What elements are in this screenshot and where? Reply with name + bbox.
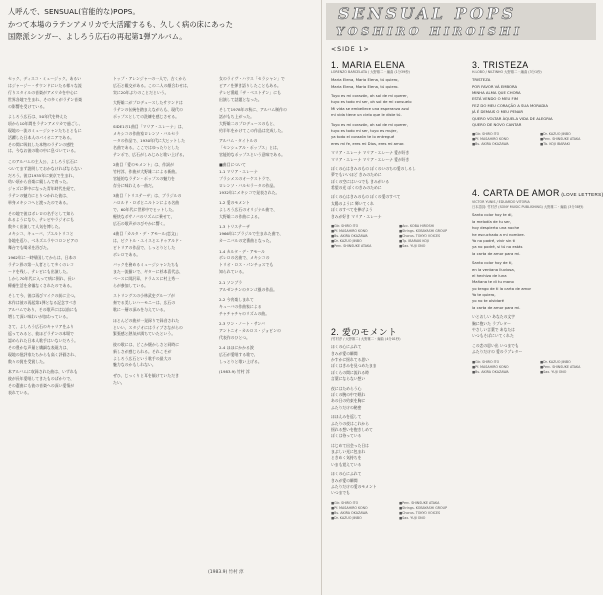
- essay-line: ストリングスの小林武史グループが: [113, 293, 175, 299]
- personnel-entry: ■Bs. AKIRA OKAZAWA: [331, 234, 368, 239]
- essay-line: ■曲目について: [219, 162, 246, 168]
- lyric-line: Santo color hoy de ti,: [472, 260, 513, 266]
- essay-line: カーニバルの定番曲となった。: [219, 238, 274, 244]
- lyric-line: ya no podré, si tú no estás: [472, 244, 523, 250]
- essay-line: 広石と親交がある。この二人の顔合わせは、: [113, 82, 191, 88]
- essay-line: そして1978年の秋に、アルバム制作の: [219, 107, 287, 113]
- lyric-line: 太陽のように 輝いてくれ: [331, 200, 374, 206]
- essay-line: その豊かな声量と繊細な表現力は、: [8, 345, 71, 351]
- headline-line-1: 人呼んで、SENSUAL(官能的な)POPS。: [8, 7, 140, 16]
- essay-line: 表れている。: [8, 389, 32, 395]
- essay-line: ベースに岡沢章、ドラムスに村上秀一: [113, 276, 179, 282]
- essay-line: メキシコ、キューバ、プエルトリコと: [8, 231, 74, 237]
- essay-line: ロレンソ・バルセラータの作品。: [219, 182, 278, 188]
- song-credits: 日本語詞: 竹村淳 (SONY MUSIC PUBLISHING) 大野雄二・編曲 (3分38秒): [472, 205, 584, 210]
- song-maria-elena: [331, 60, 467, 249]
- essay-line: 彼の歌には、どこか懐かしさと同時に: [113, 341, 180, 347]
- lyric-line: ぼくは待っている: [331, 433, 362, 439]
- lyric-line: yo no te olvidaré: [472, 298, 504, 304]
- lyric-line: きみが好き マリア・エレーナ: [331, 213, 382, 219]
- lyric-line: POR FAVOR VÁ EMBORA: [472, 83, 518, 89]
- essay-line: で、60年代に世界中でヒットした。: [113, 207, 177, 213]
- personnel-entry: ■Dr. KAZUO JINBO: [540, 132, 571, 137]
- essay-line: 1-1 マリア・エレーナ: [219, 169, 258, 175]
- personnel-entry: ■Acc. KOBA HIROSHI: [399, 224, 435, 229]
- essay-line: 歌に一層の深みを与えている。: [113, 307, 168, 313]
- essay-line: ボレロである。: [113, 251, 141, 257]
- essay-line: セック、ディスコ・ミュージック。あるい: [8, 76, 82, 81]
- essay-line: 2曲目「愛のモメント」は、作詞が: [113, 162, 174, 168]
- essay-line: 約半年をかけてこの作品は完成した。: [219, 127, 286, 133]
- personnel-entry: ■Perc. SHINSUKE ATAKA: [331, 244, 372, 249]
- essay-line: 行りスタイルの音楽がアメリカを中心に: [8, 89, 78, 95]
- essay-line: しっとりと歌い上げる。: [219, 359, 262, 365]
- personnel-entry: ■Sax. YUJI ONO: [399, 244, 426, 249]
- lyric-line: あの日の約束を胸に: [331, 398, 366, 404]
- essay-line: ボレロの名曲で、メキシコの: [219, 255, 270, 261]
- essay-line: その地で彼はボレロの名手として知ら: [8, 210, 75, 216]
- essay-signature: (1983.9) 竹村 淳: [208, 570, 244, 575]
- lyric-line: ぼくのすべてを捧げよう: [331, 207, 373, 213]
- song-credits: LORENZO BARCELATA / 大野雄二・編曲 (1分39秒): [331, 70, 410, 74]
- lyric-line: la melodía de tu ser,: [472, 218, 512, 224]
- essay-line: 増して深い味わいが加わっている。: [8, 314, 71, 319]
- essay-line: また一流揃いで、ギターに杉本喜代志、: [113, 269, 183, 275]
- essay-line: 1932年にメキシコで発表された。: [219, 189, 280, 195]
- lyric-line: ふたりだけの愛のモメント: [331, 484, 377, 490]
- lyric-line: ふたりだけの秘密: [331, 404, 362, 410]
- essay-line: アルゼンチンのタンゴ風の作品。: [219, 286, 278, 292]
- essay-line: 数多く出演して人気を博した。: [8, 224, 63, 230]
- essay-line: 2-4 ほほにかかる涙: [219, 345, 254, 351]
- essay-line: 返ってみると、彼ほどラテンの本場で: [8, 331, 74, 337]
- essay-line: 各地を巡り、ベネズエラやコロンビアの: [8, 238, 79, 244]
- column-divider: [321, 0, 322, 595]
- essay-line: よしろう広石は、50年代を終えた: [8, 113, 68, 119]
- essay-line: メキシコの作曲家ロレンソ・バルセラ: [113, 131, 180, 137]
- lyric-line: ふたりだけの 愛のラブレター: [472, 349, 523, 355]
- lyric-line: ぼくの腕の中で眠れ: [331, 391, 366, 397]
- essay-line: (1983.9) 竹村 淳: [219, 369, 250, 375]
- lyric-line: 希望の光 ぼくのきみのために: [331, 185, 382, 191]
- lyric-line: まぶしい光に包まれ: [331, 449, 366, 455]
- essay-line: 広石が愛唱する歌で、: [219, 352, 258, 358]
- lyric-line: ぼくの空にはいつでも きみがいる: [331, 178, 390, 184]
- song-personnel: [472, 132, 602, 147]
- song-subtitle: (LOVE LETTERS): [559, 192, 603, 197]
- essay-line: ラテン界の第一人者として多くのレコ: [8, 262, 74, 268]
- essay-line: その選曲にも彼の音楽への深い愛情が: [8, 383, 75, 389]
- lyric-line: Yo no podré, vivir sin ti: [472, 237, 516, 243]
- essay-line: ハロルド・ロボとニルトンによる名曲: [113, 200, 180, 206]
- song-lyrics: [472, 212, 596, 355]
- lyric-line: はじめて出会った日は: [331, 442, 369, 448]
- essay-line: 活躍した日本人のパイオニアである。: [8, 134, 74, 140]
- essay-column-1: [8, 76, 101, 397]
- essay-line: 奏でる美しいハーモニーは、広石の: [113, 300, 176, 306]
- lyric-line: Tuyo es mi corazón, oh sol de mi querer,: [331, 92, 408, 98]
- essay-line: 大野雄二の作曲による。: [219, 214, 262, 220]
- lyric-line: el hechizo de luna: [472, 272, 507, 278]
- song-lyrics: [331, 77, 467, 220]
- lyric-line: ほほえみを返して: [331, 414, 362, 420]
- personnel-entry: ■Pf. MASAHIRO KONO: [331, 505, 368, 510]
- essay-line: ビトリアの作品で、しっとりとした: [113, 245, 176, 251]
- essay-line: 名曲である。ここではゆったりとした: [113, 145, 180, 151]
- song-credits: H.LOBO / NILTINHO 大野雄二・編曲 (3分1秒): [472, 70, 542, 74]
- lyric-line: ほくの心にふれて: [331, 471, 362, 477]
- essay-line: 女のライヴ・ハウス「セラシャン」で: [219, 76, 285, 81]
- song-title: 3. TRISTEZA: [472, 60, 529, 70]
- title-banner: [326, 3, 596, 40]
- lyric-line: やさしい言葉で あなたは: [472, 327, 515, 333]
- essay-line: 3曲目「トリステーザ」は、ブラジルの: [113, 193, 182, 199]
- essay-line: 実に20年ぶりのことだという。: [113, 89, 169, 95]
- essay-line: 4曲目「カルタ・デ・アモール(恋文)」: [113, 231, 181, 237]
- essay-line: このアルバムの主人公、よしろう広石に: [8, 158, 78, 164]
- personnel-entry: ■Gtr. SHIRO ITO: [331, 500, 359, 505]
- lyric-line: Mañana te di tu mano: [472, 279, 514, 285]
- essay-line: チャチャチャのリズムの曲。: [219, 310, 270, 316]
- lyric-line: en la ventana lluviosa,: [472, 266, 515, 272]
- essay-line: 大野雄二のプロデュースのもと、: [219, 120, 278, 126]
- personnel-entry: ■Pf. MASAHIRO KONO: [331, 229, 368, 234]
- personnel-entry: ■Bs. AKIRA OKAZAWA: [472, 369, 509, 374]
- lyric-line: Maria Elena, Maria Elena, tú quiero,: [331, 77, 399, 83]
- essay-line: 現地の一流のミュージシャンたちとともに: [8, 127, 82, 133]
- lyric-line: tuyo es todo mi ser, oh sol de mi consuelo: [331, 99, 412, 105]
- essay-line: しかし70年代に入って病に倒れ、長い: [8, 276, 76, 282]
- essay-line: らが参加している。: [113, 283, 149, 289]
- lyric-line: 胸に抱いた ラブレター: [472, 320, 511, 326]
- personnel-entry: ■Sax. YUJI ONO: [540, 369, 567, 374]
- personnel-entry: ■Pf. MASAHIRO KONO: [472, 137, 509, 142]
- lyric-line: ときめく気持ちを: [331, 455, 362, 461]
- essay-column-3: [219, 76, 315, 376]
- essay-line: ラテンの魅力にとりつかれた彼は、: [8, 193, 71, 199]
- lyric-line: la carta de amor para mi.: [472, 304, 521, 310]
- song-title: 2. 愛のモメント: [331, 327, 398, 337]
- song-ai-no-moment: [331, 327, 467, 521]
- lyric-line: 言葉にならない想い: [331, 376, 366, 382]
- lyric-line: いとおしい あなたの文字: [472, 314, 515, 320]
- essay-line: の影響を受けている。: [8, 103, 47, 109]
- song-carta-de-amor: [472, 188, 603, 375]
- essay-line: 官能的なポップスという意味である。: [219, 151, 285, 157]
- lyric-line: Mi vida se embellece una esperanza azul: [331, 105, 410, 111]
- essay-line: アントニオ・カルロス・ジョビンの: [219, 328, 281, 333]
- song-personnel: [331, 224, 461, 249]
- lyric-line: この恋の思い出 いつまでも: [472, 342, 519, 348]
- essay-line: ラテンの伝統を踏まえながらも、現代の: [113, 107, 183, 113]
- lyric-line: TRISTEZA: [472, 77, 491, 83]
- lyric-line: FEZ DO MEU CORAÇÃO A SUA MORADIA: [472, 102, 548, 108]
- lyric-line: ほくの心にふれて: [331, 344, 362, 350]
- essay-line: 2-1 ソンブラ: [219, 279, 243, 285]
- essay-line: はジャージー・サウンドにいたる様々な流: [8, 82, 82, 88]
- essay-line: だろう。彼は1935年に東京で生まれ、: [8, 172, 77, 178]
- essay-line: そして今、彼は再びマイクの前に立つ。: [8, 293, 78, 299]
- essay-line: 軽快なボサノバのリズムに乗せて、: [113, 214, 175, 220]
- lyric-line: ふたりの夜はこれから: [331, 420, 369, 426]
- essay-line: 出演して話題となった。: [219, 96, 262, 102]
- lyric-line: 揺れる想いを抱きしめて: [331, 426, 373, 432]
- essay-line: は、ビクトル・ユイスとエドゥアルド・: [113, 238, 183, 244]
- personnel-entry: ■Strings. KOBAYASHI GROUP: [399, 505, 448, 510]
- personnel-entry: ■Tp. IBARAKI KOJI: [399, 239, 429, 244]
- personnel-entry: ■Gtr. SHIRO ITO: [331, 224, 359, 229]
- essay-line: さて、よしろう広石のキャリアをふり: [8, 324, 75, 330]
- lyric-line: ぼくはきみを見つめたまま: [331, 363, 377, 369]
- essay-line: 魅力なのかもしれない。: [113, 362, 156, 368]
- essay-line: ほとんどの曲が一発録りで録音された: [113, 317, 180, 323]
- lyric-line: ぼくの心はきみのもの ぼくの愛のすべて: [331, 194, 401, 200]
- essay-line: 緊張感と熱気が満ちていたという。: [113, 331, 176, 337]
- essay-line: テレビ番組「ザ・ベストテン」にも: [219, 89, 281, 95]
- lyric-line: QUERO DE NOVO CANTAR: [472, 121, 522, 127]
- essay-line: 1-4 カルタ・デ・アモール: [219, 248, 265, 254]
- essay-line: 竹村淳、作曲が大野雄二による新曲。: [113, 169, 180, 175]
- personnel-entry: ■Gtr. SHIRO ITO: [472, 132, 500, 137]
- headline: [8, 6, 233, 44]
- essay-line: ータの作品で、1930年代に大ヒットした: [113, 138, 185, 144]
- lyric-line: tuyo es todo mi ser, tuyo es mujer,: [331, 127, 398, 133]
- essay-line: 2-3 ワン・ノート・サンバ: [219, 321, 265, 327]
- personnel-entry: ■Dr. KAZUO JINBO: [331, 515, 362, 520]
- personnel-entry: ■Dr. KAZUO JINBO: [540, 359, 571, 364]
- essay-line: 代表作のひとつ。: [219, 334, 250, 340]
- lyric-line: ぼくらの間に流れる時: [331, 369, 369, 375]
- personnel-entry: ■Sax. YUJI ONO: [399, 515, 426, 520]
- essay-line: キューバの作曲家による: [219, 303, 262, 309]
- essay-line: ジャズに夢中になった青年時代を経て、: [8, 186, 78, 192]
- essay-line: ピアノを弾き語りしたこともある。: [219, 82, 281, 88]
- personnel-entry: ■Perc. SHINSUKE ATAKA: [540, 364, 581, 369]
- song-title: 4. CARTA DE AMOR (LOVE LETTERS): [472, 188, 603, 198]
- lyric-line: Tuyo es mi corazón, oh sol de mi querer,: [331, 121, 408, 127]
- personnel-entry: ■Gtr. SHIRO ITO: [472, 359, 500, 364]
- essay-line: アルバムであり、その歌声には以前にも: [8, 307, 78, 313]
- essay-line: バックを務めるミュージシャンたちも: [113, 262, 179, 268]
- song-lyrics: [331, 344, 467, 497]
- personnel-entry: ■Strings. KOBAYASHI GROUP: [399, 229, 448, 234]
- essay-line: 幼い頃から音楽に親しんで育った。: [8, 179, 71, 185]
- lyric-line: JÁ É DEMAIS O MEU PENAR: [472, 109, 524, 115]
- lyric-line: 夜にはためらう心: [331, 385, 362, 391]
- side-label: <SIDE 1>: [331, 46, 370, 53]
- essay-line: 存分に味わえる一曲だ。: [113, 182, 156, 188]
- headline-line-3: 国際派シンガー、よしろう広石の再起第1弾アルバム。: [8, 32, 187, 42]
- essay-line: たい。: [113, 379, 125, 385]
- personnel-entry: ■Tb. KOJI IBARAKI: [540, 142, 570, 147]
- personnel-entry: ■Perc. SHINSUKE ATAKA: [540, 137, 581, 142]
- essay-line: 舞台でも喝采を浴びた。: [8, 244, 51, 250]
- essay-line: 大野雄二がプロデュースしたサウンドは: [113, 100, 183, 106]
- personnel-entry: ■Bs. AKIRA OKAZAWA: [331, 510, 368, 515]
- essay-line: よしろう広石のオリジナル曲で、: [219, 207, 278, 213]
- lyric-line: マリア・エレーナ マリア・エレーナ 愛が好き: [331, 150, 410, 156]
- essay-line: ポップスとしての洗練を感じさせる。: [113, 113, 179, 119]
- lyric-line: かすかに揺れてる思い: [331, 356, 369, 362]
- essay-line: 数々の賞を受賞した。: [8, 358, 47, 364]
- lyric-line: ya todo el corazón te lo entregué: [331, 134, 395, 140]
- essay-line: 現地の批評家たちからも高く評価され、: [8, 351, 79, 357]
- artist-name: YOSHIRO HIROISHI: [336, 24, 523, 38]
- lyric-line: 夢でもいいほど きみのために: [331, 172, 382, 178]
- essay-line: 1-3 トリステーザ: [219, 224, 250, 230]
- song-personnel: [331, 501, 461, 521]
- headline-line-2: かつて本場のラテンアメリカで大活躍するも、久しく病の床にあった: [8, 19, 233, 29]
- essay-line: 広石の歌声がのびやかに響く。: [113, 220, 168, 226]
- lyric-line: ESTÁ VENDO O MEU FIM: [472, 96, 519, 102]
- lyric-line: he escuchado a mi nombre.: [472, 231, 525, 237]
- essay-line: 1966年にブラジルで生まれた曲で、: [219, 231, 284, 237]
- essay-column-2: [113, 76, 207, 387]
- essay-line: 療養生活を余儀なくされたのである。: [8, 282, 75, 288]
- song-credits: (竹村淳 / 大野雄二) 大野雄二・編曲 (4分01秒): [331, 337, 401, 341]
- lyric-line: いつまでも: [331, 490, 350, 496]
- personnel-entry: ■Chorus. TOKYO VOICES: [399, 234, 441, 239]
- essay-line: れるようになり、テレビやラジオにも: [8, 217, 75, 223]
- essay-line: よしろう広石という歌手の最大の: [113, 355, 172, 361]
- essay-line: トップ・アレンジャーの一人で、古くから: [113, 76, 187, 81]
- lyric-line: mi vida tiene un cielo que le diste tú.: [331, 112, 402, 118]
- essay-line: 彼が長年愛唱してきたものばかりで、: [8, 376, 75, 382]
- essay-line: といい、スタジオにはライブさながらの: [113, 324, 183, 330]
- lyric-line: hoy despierto una noche: [472, 225, 520, 231]
- essay-line: 本作は彼の再起第1弾となる記念すべき: [8, 300, 77, 306]
- essay-line: トリオ・ロス・パンチョスでも: [219, 262, 274, 268]
- essay-line: 認められた日本人歌手はいないだろう。: [8, 338, 79, 344]
- essay-line: その間に吸収した本物のラテンの感性: [8, 141, 74, 147]
- personnel-entry: ■Bs. AKIRA OKAZAWA: [472, 142, 509, 147]
- essay-line: アルバム・タイトルの: [219, 138, 258, 144]
- essay-line: 1-2 愛のモメント: [219, 200, 250, 206]
- essay-line: 2-2 今宵楽しまれて: [219, 296, 254, 302]
- song-lyrics: [472, 77, 596, 128]
- essay-line: ぜひ、じっくりと耳を傾けていただき: [113, 372, 179, 378]
- essay-line: 世界各地で生まれ、その多くがラテン音楽: [8, 96, 82, 102]
- lyric-line: yo tengo de ti la carta de amor: [472, 285, 532, 291]
- lyric-line: Yo te quiero,: [472, 292, 496, 298]
- essay-line: 知られている。: [219, 269, 247, 275]
- lyric-line: いまも覚えている: [331, 461, 362, 467]
- personnel-entry: ■Pf. MASAHIRO KONO: [472, 364, 509, 369]
- lyric-line: QUERO VOLTAR ÀQUELA VIDA DE ALEGRIA: [472, 115, 553, 121]
- essay-line: 単身メキシコへと渡ったのである。: [8, 200, 71, 206]
- essay-line: プラシメスのオーケストラで、: [219, 176, 274, 182]
- song-credits: VICTOR YUNIS / EDUARDO VITORIA: [472, 200, 530, 204]
- lyric-line: いつもそばにいてくれた: [472, 333, 514, 339]
- essay-line: SIDE1の1曲目「マリア・エレーナ」は、: [113, 124, 186, 130]
- lyric-line: きみが愛の瞬間: [331, 477, 358, 483]
- personnel-entry: ■Dr. KAZUO JINBO: [331, 239, 362, 244]
- essay-line: 話がもち上がった。: [219, 113, 255, 119]
- lyric-line: MINHA ALMA QUE CHORA: [472, 89, 521, 95]
- essay-line: ついてまず説明しておかなければならない: [8, 165, 82, 171]
- lyric-line: la carta de amor para mi.: [472, 250, 521, 256]
- personnel-entry: ■Chorus. TOKYO VOICES: [399, 510, 441, 515]
- lyric-line: Santo color hoy te di,: [472, 212, 513, 218]
- song-personnel: [472, 360, 602, 375]
- essay-line: 本アルバムに収録された曲は、いずれも: [8, 369, 78, 375]
- lyric-line: マリア・エレーナ マリア・エレーナ 愛が好き: [331, 156, 410, 162]
- album-title: SENSUAL POPS: [338, 4, 517, 23]
- song-title: 1. MARIA ELENA: [331, 60, 406, 70]
- essay-line: 「センシュアル・ポップス」とは、: [219, 145, 281, 151]
- lyric-line: Maria Elena, Maria Elena, tú quiero.: [331, 83, 399, 89]
- essay-line: 新しさが感じられる。それこそが: [113, 348, 172, 354]
- essay-line: は、今なお彼の歌の中に息づいている。: [8, 148, 79, 154]
- lyric-line: ぼくの心はきみのもの ぼくのいのちの愛のしるし: [331, 165, 416, 171]
- song-tristeza: [472, 60, 596, 147]
- essay-line: 頃から10年間をラテンアメリカで過ごし、: [8, 120, 83, 126]
- personnel-entry: ■Perc. SHINSUKE ATAKA: [399, 500, 440, 505]
- lyric-line: eres mi fe, eres mi Dios, eres mi amor.: [331, 140, 405, 146]
- essay-line: ードを残し、テレビにも出演した。: [8, 269, 71, 275]
- lyric-line: きみが愛の瞬間: [331, 350, 358, 356]
- essay-line: 1962年に一時帰国してからは、日本の: [8, 255, 77, 261]
- essay-line: 官能的なラテン・ポップスの魅力を: [113, 176, 175, 182]
- essay-line: テンポで、広石がしみじみと歌い上げる。: [113, 151, 187, 157]
